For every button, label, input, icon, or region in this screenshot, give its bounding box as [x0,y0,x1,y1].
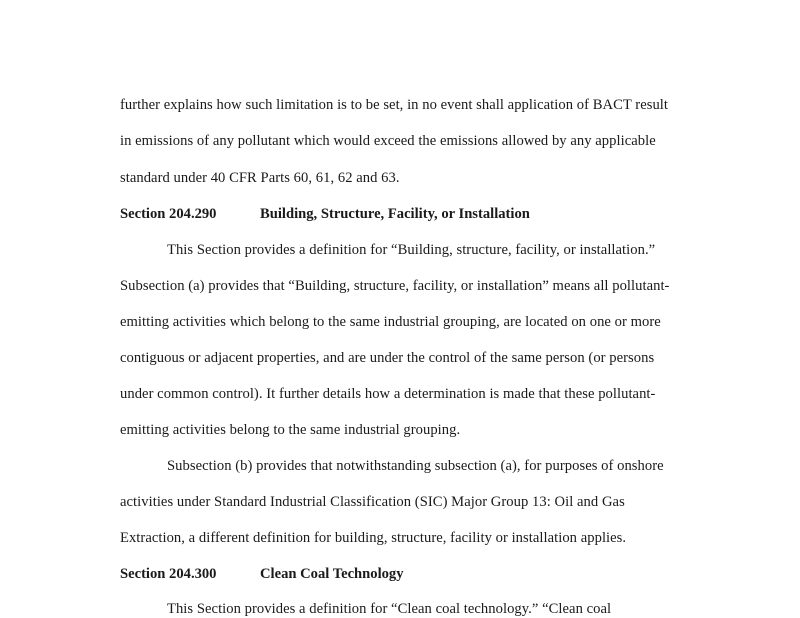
text-line: emitting activities belong to the same industrial grouping. [120,422,461,438]
text-line: under common control). It further details how a determination is made that these pollutant- [120,386,656,402]
text-line: standard under 40 CFR Parts 60, 61, 62 and 63. [120,170,400,186]
text-line: Subsection (b) provides that notwithstanding subsection (a), for purposes of onshore [167,458,664,474]
section-title: Building, Structure, Facility, or Installation [260,206,530,222]
text-line: in emissions of any pollutant which would exceed the emissions allowed by any applicable [120,133,656,149]
text-line: This Section provides a definition for “Building, structure, facility, or installation.” [167,242,656,258]
text-line: emitting activities which belong to the same industrial grouping, are located on one or more [120,314,661,330]
text-line: contiguous or adjacent properties, and are under the control of the same person (or persons [120,350,655,366]
text-line: Extraction, a different definition for building, structure, facility or installation applies. [120,530,627,546]
section-heading [120,565,404,583]
section-title: Clean Coal Technology [260,566,404,582]
text-line: activities under Standard Industrial Classification (SIC) Major Group 13: Oil and Gas [120,494,625,510]
text-line: Subsection (a) provides that “Building, structure, facility, or installation” means all pollutant- [120,278,670,294]
section-number: Section 204.290 [120,206,217,222]
text-line: further explains how such limitation is to be set, in no event shall application of BACT result [120,97,669,113]
section-heading [120,205,530,223]
section-number: Section 204.300 [120,566,217,582]
text-line: This Section provides a definition for “Clean coal technology.” “Clean coal [167,601,612,617]
